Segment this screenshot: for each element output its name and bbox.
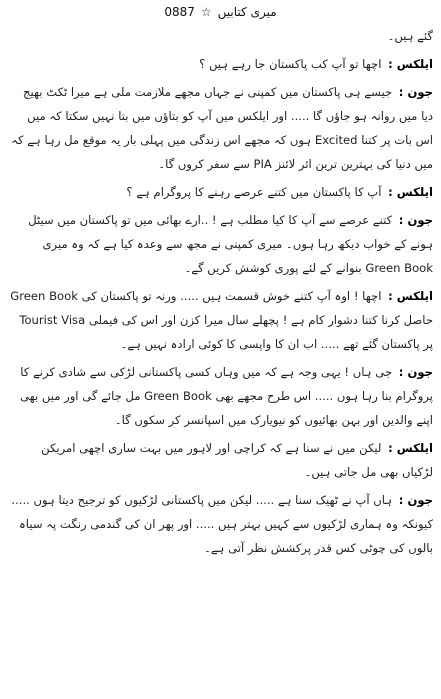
- paragraph-3: [8, 80, 433, 176]
- speaker-label: جون :: [398, 85, 433, 99]
- star-icon: ☆: [200, 5, 212, 19]
- speaker-label: ایلکس :: [388, 289, 433, 303]
- paragraph-2: [8, 52, 433, 76]
- paragraph-7: [8, 360, 433, 432]
- paragraph-8: [8, 436, 433, 484]
- speaker-label: ایلکس :: [388, 57, 433, 71]
- paragraph-text: ہاں آپ نے ٹھیک سنا ہے ..... لیکن میں پاکستانی لڑکیوں کو ترجیح دیتا ہوں ..... کیونکہ وہ ہماری لڑکیوں سے کہیں بہتر ہیں ..... اور پھر ان کی گندمی رنگت پہ سیاہ بالوں کی چوٹی کس قدر پرکشش نظر آتی ہے۔: [11, 493, 433, 555]
- paragraph-6: [8, 284, 433, 356]
- speaker-label: جون :: [398, 493, 433, 507]
- speaker-label: جون :: [398, 365, 433, 379]
- paragraph-text: جیسے ہی پاکستان میں کمپنی نے جہاں مجھے ملازمت ملی ہے میرا ٹکٹ بھیج دیا میں روانہ ہو جاؤں گا ..... اور ایلکس میں آپ کو بتاؤں میں بتا نہیں سکتا کہ میں اس بات پر کتنا Excited ہوں کہ مجھے اس زندگی میں پہلی بار یہ موقع مل رہا ہے کہ میں دنیا کی بہترین ترین ائر لائنز PIA سے سفر کروں گا۔: [11, 85, 433, 171]
- speaker-label: ایلکس :: [388, 185, 433, 199]
- paragraph-text: اچھا تو آپ کب پاکستان جا رہے ہیں ؟: [199, 57, 382, 71]
- paragraph-9: [8, 488, 433, 560]
- paragraph-text: جی ہاں ! یہی وجہ ہے کہ میں وہاں کسی پاکستانی لڑکی سے شادی کرنے کا پروگرام بنا رہا ہوں ..... اس طرح مجھے بھی Green Book مل جائے گی اور میں بھی اپنے والدین اور بہن بھائیوں کو نیویارک میں اسپانسر کر سکوں گا۔: [19, 365, 433, 427]
- paragraph-text: اچھا ! اوہ آپ کتنے خوش قسمت ہیں ..... ورنہ تو پاکستان کی Green Book حاصل کرنا کتنا دشوار کام ہے ! پچھلے سال میرا کزن اور اس کی فیملی Tourist Visa پر پاکستان گئے تھے ..... اب ان کا واپسی کا کوئی ارادہ نہیں ہے۔: [10, 289, 433, 351]
- paragraph-1: [8, 24, 433, 48]
- paragraph-5: [8, 208, 433, 280]
- page-header: [8, 0, 433, 24]
- speaker-label: ایلکس :: [388, 441, 433, 455]
- paragraph-4: [8, 180, 433, 204]
- speaker-label: جون :: [398, 213, 433, 227]
- paragraph-text: کتنے عرصے سے آپ کا کیا مطلب ہے ! ..ارے بھائی میں تو پاکستان میں سیٹل ہونے کے خواب دیکھ رہا ہوں۔ میری کمپنی نے مجھ سے وعدہ کیا ہے کہ وہ میری Green Book بنوانے کے لئے پوری کوشش کریں گے۔: [28, 213, 433, 275]
- dialogue-content: [8, 24, 433, 560]
- paragraph-text: گئے ہیں۔: [387, 29, 433, 43]
- paragraph-text: آپ کا پاکستان میں کتنے عرصے رہنے کا پروگرام ہے ؟: [126, 185, 382, 199]
- page-number: 0887: [164, 5, 195, 19]
- paragraph-text: لیکن میں نے سنا ہے کہ کراچی اور لاہور میں بہت ساری اچھی امریکن لڑکیاں بھی مل جاتی ہیں۔: [41, 441, 433, 479]
- header-title: میری کتابیں: [217, 5, 277, 19]
